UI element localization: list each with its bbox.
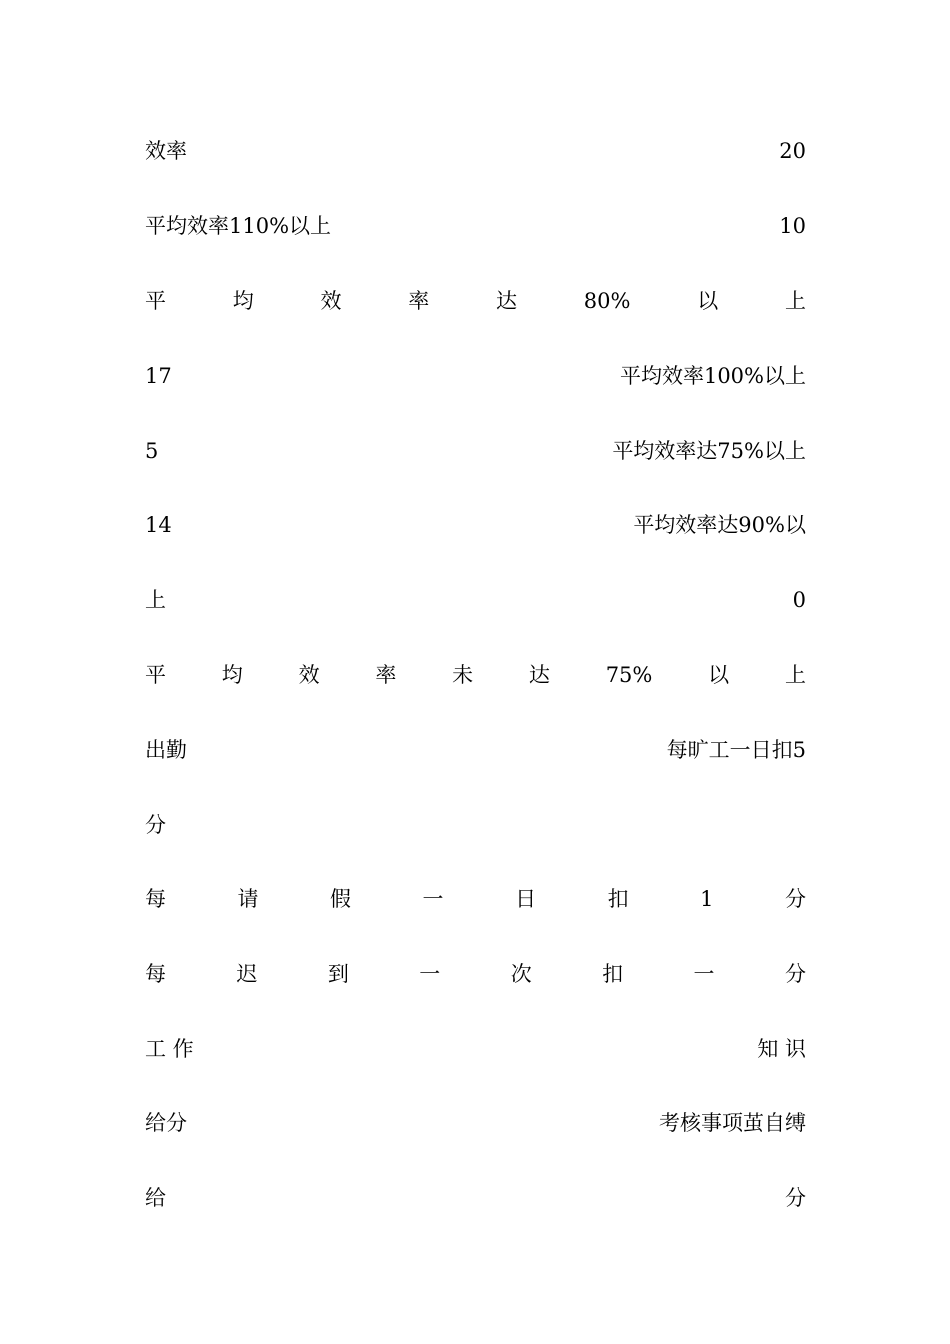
line-12-token: 每: [145, 962, 166, 986]
line-3-token: 平: [145, 289, 166, 313]
line-8-token: 以: [708, 663, 730, 687]
line-4-right: 平均效率100%以上: [619, 364, 806, 388]
line-10: [145, 810, 806, 840]
line-5: [145, 436, 806, 466]
line-10-left: 分: [145, 813, 166, 837]
line-7-right: 0: [792, 588, 806, 612]
line-11: [145, 884, 806, 914]
line-14-left: 给分: [145, 1111, 187, 1135]
line-7: [145, 585, 806, 615]
line-13-right: 知 识: [757, 1037, 806, 1061]
line-8-token: 均: [221, 663, 243, 687]
line-11-token: 请: [237, 887, 259, 911]
line-11-token: 每: [145, 887, 166, 911]
line-4-left: 17: [145, 364, 172, 388]
line-3-token: 均: [232, 289, 254, 313]
line-5-right: 平均效率达75%以上: [612, 439, 806, 463]
line-8-token: 平: [145, 663, 166, 687]
line-9: [145, 735, 806, 765]
line-6: [145, 510, 806, 540]
line-3-token: 达: [496, 289, 517, 313]
line-15-left: 给: [145, 1186, 166, 1210]
line-6-left: 14: [145, 513, 172, 537]
line-12-token: 迟: [236, 962, 258, 986]
line-4: [145, 361, 806, 391]
line-3-token: 上: [784, 289, 806, 313]
line-1: [145, 136, 806, 166]
line-9-right: 每旷工一日扣5: [666, 738, 806, 762]
line-3: [145, 286, 806, 316]
line-15-right: 分: [785, 1186, 806, 1210]
line-3-token: 以: [697, 289, 719, 313]
line-11-token: 假: [330, 887, 352, 911]
line-2-right: 10: [779, 214, 806, 238]
line-15: [145, 1183, 806, 1213]
line-3-token: 80%: [583, 289, 631, 313]
line-8-token: 上: [784, 663, 806, 687]
line-3-token: 效: [320, 289, 342, 313]
line-11-token: 扣: [607, 887, 629, 911]
line-2: [145, 211, 806, 241]
line-12-token: 扣: [602, 962, 624, 986]
line-1-right: 20: [779, 139, 806, 163]
line-14-right: 考核事项茧自缚: [659, 1111, 806, 1135]
line-8-token: 率: [375, 663, 397, 687]
line-11-token: 日: [515, 887, 537, 911]
line-7-left: 上: [145, 588, 166, 612]
line-8: [145, 660, 806, 690]
line-13-left: 工 作: [145, 1037, 194, 1061]
line-11-token: 一: [422, 887, 444, 911]
line-8-token: 效: [298, 663, 320, 687]
line-8-token: 未: [452, 663, 474, 687]
line-8-token: 75%: [605, 663, 653, 687]
line-11-token: 分: [784, 887, 806, 911]
line-13: [145, 1034, 806, 1064]
line-14: [145, 1108, 806, 1138]
line-6-right: 平均效率达90%以: [633, 513, 806, 537]
line-5-left: 5: [145, 439, 159, 463]
line-12-token: 分: [784, 962, 806, 986]
line-9-left: 出勤: [145, 738, 187, 762]
line-12: [145, 959, 806, 989]
line-3-token: 率: [408, 289, 430, 313]
line-11-token: 1: [700, 887, 714, 911]
line-12-token: 次: [510, 962, 532, 986]
line-12-token: 到: [327, 962, 349, 986]
line-2-left: 平均效率110%以上: [145, 214, 332, 238]
line-12-token: 一: [419, 962, 441, 986]
line-12-token: 一: [693, 962, 715, 986]
line-8-token: 达: [528, 663, 550, 687]
line-1-left: 效率: [145, 139, 187, 163]
